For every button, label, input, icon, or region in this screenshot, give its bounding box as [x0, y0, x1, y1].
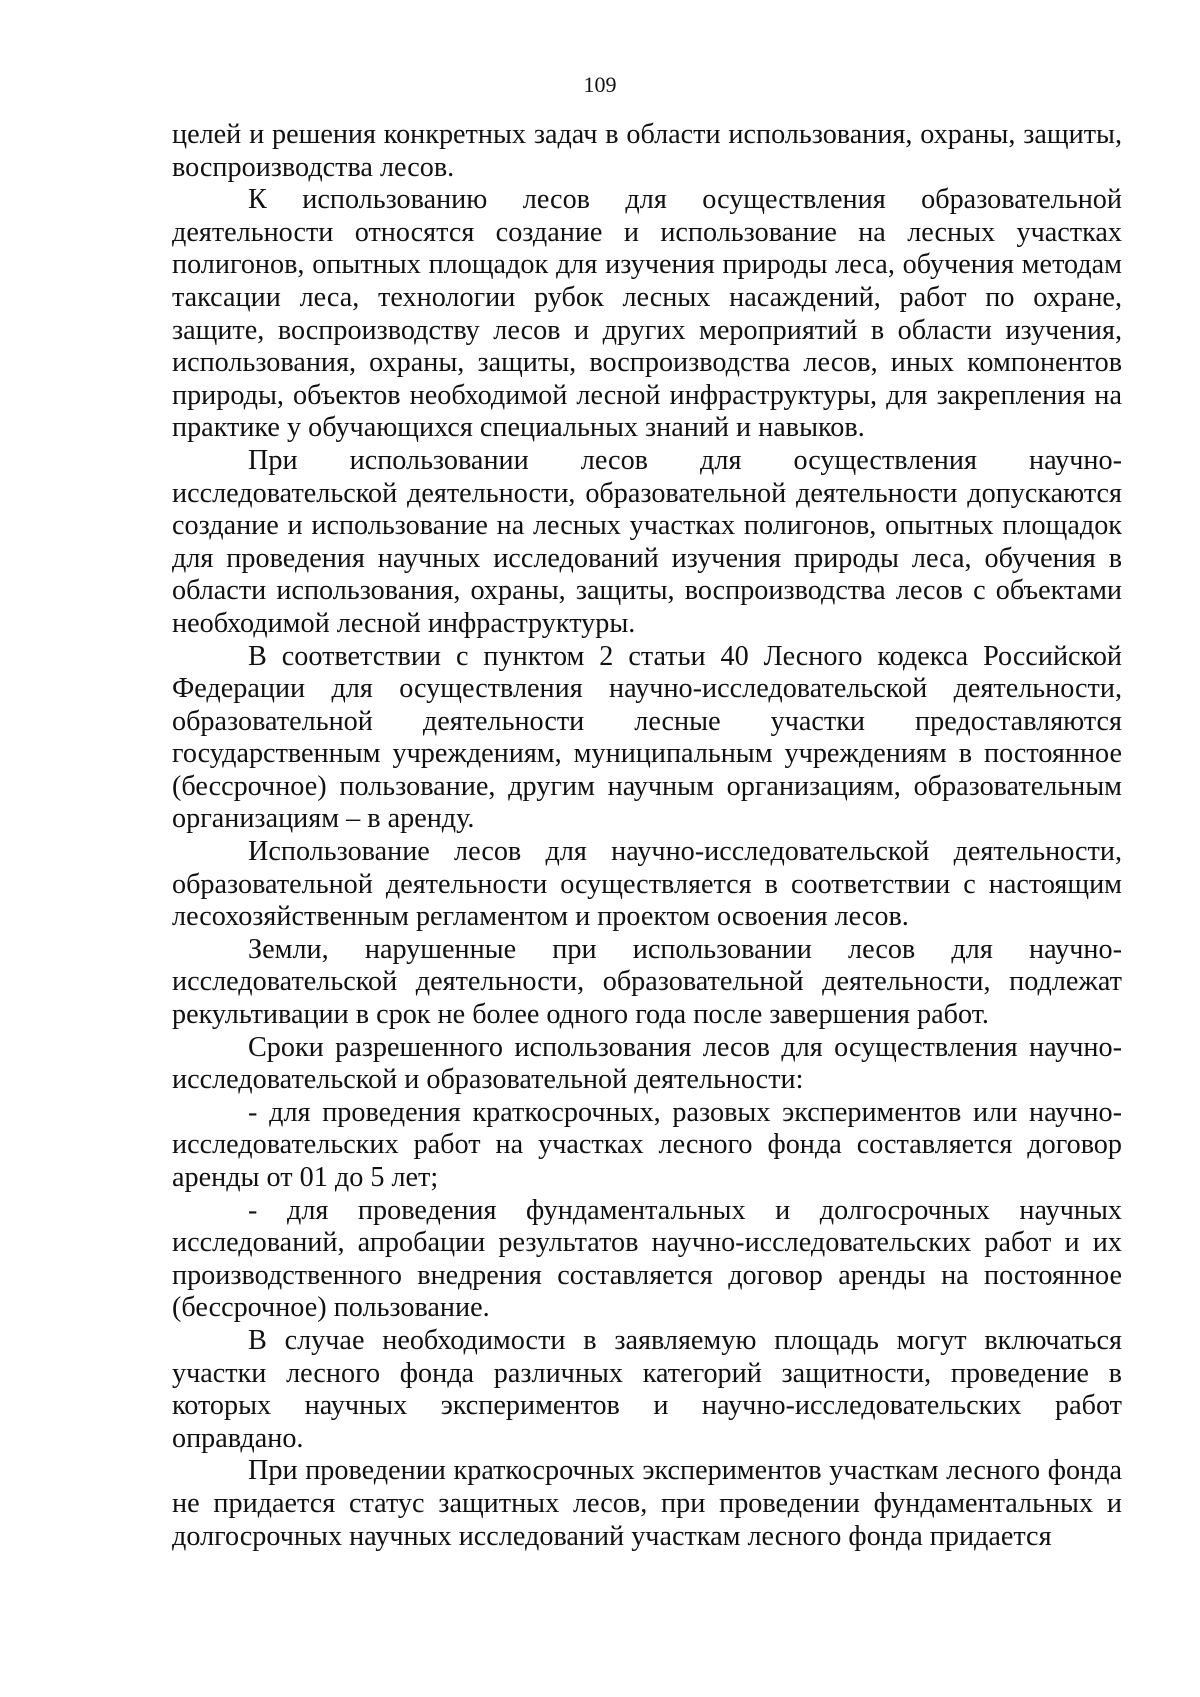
paragraph-protection-categories: В случае необходимости в заявляемую площадь могут включаться участки лесного фонда различных категорий защитности, проведение в которых научных экспериментов и научно-исследовательских работ оправдано. [172, 1324, 1122, 1454]
document-body [172, 119, 1122, 1553]
paragraph-regulation-compliance: Использование лесов для научно-исследовательской деятельности, образовательной деятельности осуществляется в соответствии с настоящим лесохозяйственным регламентом и проектом освоения лесов. [172, 836, 1122, 933]
list-item-short-term: - для проведения краткосрочных, разовых экспериментов или научно-исследовательских работ на участках лесного фонда составляется договор аренды от 01 до 5 лет; [172, 1096, 1122, 1193]
paragraph-forest-code-reference: В соответствии с пунктом 2 статьи 40 Лесного кодекса Российской Федерации для осуществления научно-исследовательской деятельности, образовательной деятельности лесные участки предоставляются государственным учреждениям, муниципальным учреждениям в постоянное (бессрочное) пользование, другим научным организациям, образовательным организациям – в аренду. [172, 640, 1122, 835]
paragraph-research-use: При использовании лесов для осуществления научно-исследовательской деятельности, образовательной деятельности допускаются создание и использование на лесных участках полигонов, опытных площадок для проведения научных исследований изучения природы леса, обучения в области использования, охраны, защиты, воспроизводства лесов с объектами необходимой лесной инфраструктуры. [172, 444, 1122, 639]
paragraph-usage-terms: Сроки разрешенного использования лесов для осуществления научно-исследовательской и образовательной деятельности: [172, 1031, 1122, 1096]
paragraph-continuation: целей и решения конкретных задач в области использования, охраны, защиты, воспроизводства лесов. [172, 119, 1122, 183]
page-number: 109 [583, 72, 617, 97]
paragraph-educational-use: К использованию лесов для осуществления образовательной деятельности относятся создание и использование на лесных участках полигонов, опытных площадок для изучения природы леса, обучения методам таксации леса, технологии рубок лесных насаждений, работ по охране, защите, воспроизводству лесов и других мероприятий в области изучения, использования, охраны, защиты, воспроизводства лесов, иных компонентов природы, объектов необходимой лесной инфраструктуры, для закрепления на практике у обучающихся специальных знаний и навыков. [172, 184, 1122, 444]
paragraph-land-reclamation: Земли, нарушенные при использовании лесов для научно-исследовательской деятельности, образовательной деятельности, подлежат рекультивации в срок не более одного года после завершения работ. [172, 933, 1122, 1031]
paragraph-protective-status: При проведении краткосрочных экспериментов участкам лесного фонда не придается статус защитных лесов, при проведении фундаментальных и долгосрочных научных исследований участкам лесного фонда придается [172, 1455, 1122, 1552]
list-item-long-term: - для проведения фундаментальных и долгосрочных научных исследований, апробации результатов научно-исследовательских работ и их производственного внедрения составляется договор аренды на постоянное (бессрочное) пользование. [172, 1194, 1122, 1324]
